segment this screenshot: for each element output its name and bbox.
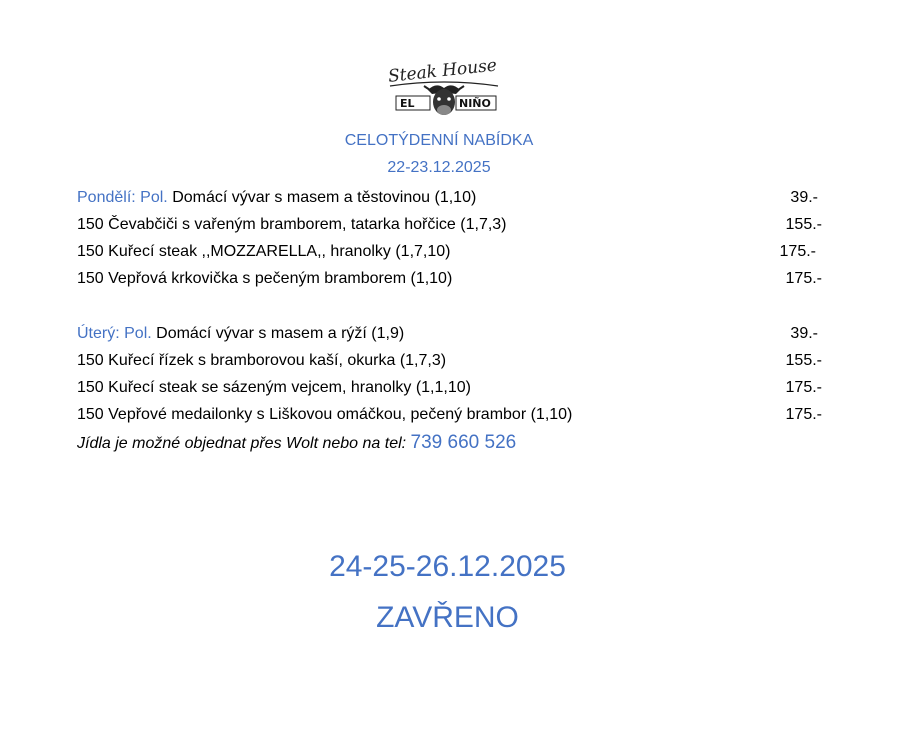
menu-item-text: 150 Vepřové medailonky s Liškovou omáčkou, pečený brambor (1,10) bbox=[77, 406, 573, 423]
order-note-text: Jídla je možné objednat přes Wolt nebo na tel: bbox=[77, 435, 407, 452]
monday-soup-price: 39.- bbox=[790, 189, 818, 206]
menu-item-text: 150 Vepřová krkovička s pečeným bramborem (1,10) bbox=[77, 270, 453, 287]
logo-script-text: Steak House bbox=[387, 55, 498, 87]
menu-item-text: 150 Kuřecí steak ,,MOZZARELLA,, hranolky (1,7,10) bbox=[77, 243, 451, 260]
menu-item-text: 150 Čevabčiči s vařeným bramborem, tatarka hořčice (1,7,3) bbox=[77, 216, 507, 233]
menu-item-text: 150 Kuřecí řízek s bramborovou kaší, okurka (1,7,3) bbox=[77, 352, 447, 369]
monday-soup-text: Domácí vývar s masem a těstovinou (1,10) bbox=[172, 189, 477, 206]
order-note bbox=[77, 428, 822, 458]
menu-item-row bbox=[77, 401, 822, 428]
tuesday-day-label: Úterý: Pol. bbox=[77, 325, 152, 342]
menu-item-price: 155.- bbox=[785, 216, 822, 233]
menu-item-price: 175.- bbox=[785, 379, 822, 396]
menu-item-price: 155.- bbox=[785, 352, 822, 369]
monday-soup-row bbox=[77, 184, 822, 211]
tuesday-soup-text: Domácí vývar s masem a rýží (1,9) bbox=[156, 325, 405, 342]
menu-item-row bbox=[77, 347, 822, 374]
menu-item-row bbox=[77, 374, 822, 401]
menu-item-price: 175.- bbox=[785, 406, 822, 423]
menu-item-price: 175.- bbox=[785, 270, 822, 287]
menu-item-row bbox=[77, 211, 822, 238]
tuesday-soup bbox=[77, 320, 404, 347]
phone-number: 739 660 526 bbox=[410, 432, 517, 453]
monday-soup bbox=[77, 184, 476, 211]
closed-dates: 24-25-26.12.2025 bbox=[329, 550, 566, 583]
menu-item-text: 150 Kuřecí steak se sázeným vejcem, hranolky (1,1,10) bbox=[77, 379, 471, 396]
menu-dates: 22-23.12.2025 bbox=[387, 159, 491, 176]
menu-item-row bbox=[77, 265, 822, 292]
steak-house-logo bbox=[384, 52, 504, 122]
weekly-menu bbox=[77, 184, 822, 458]
logo-word-nino: NIÑO bbox=[459, 97, 491, 110]
logo-word-el: EL bbox=[400, 97, 415, 110]
monday-day-label: Pondělí: Pol. bbox=[77, 189, 168, 206]
tuesday-soup-price: 39.- bbox=[790, 325, 818, 342]
menu-item-price: 175.- bbox=[779, 243, 816, 260]
menu-item-row bbox=[77, 238, 822, 265]
section-spacer bbox=[77, 292, 822, 320]
closed-label: ZAVŘENO bbox=[376, 601, 519, 634]
tuesday-soup-row bbox=[77, 320, 822, 347]
menu-title: CELOTÝDENNÍ NABÍDKA bbox=[344, 132, 534, 149]
steak-house-el-nino-logo-icon bbox=[384, 52, 504, 122]
